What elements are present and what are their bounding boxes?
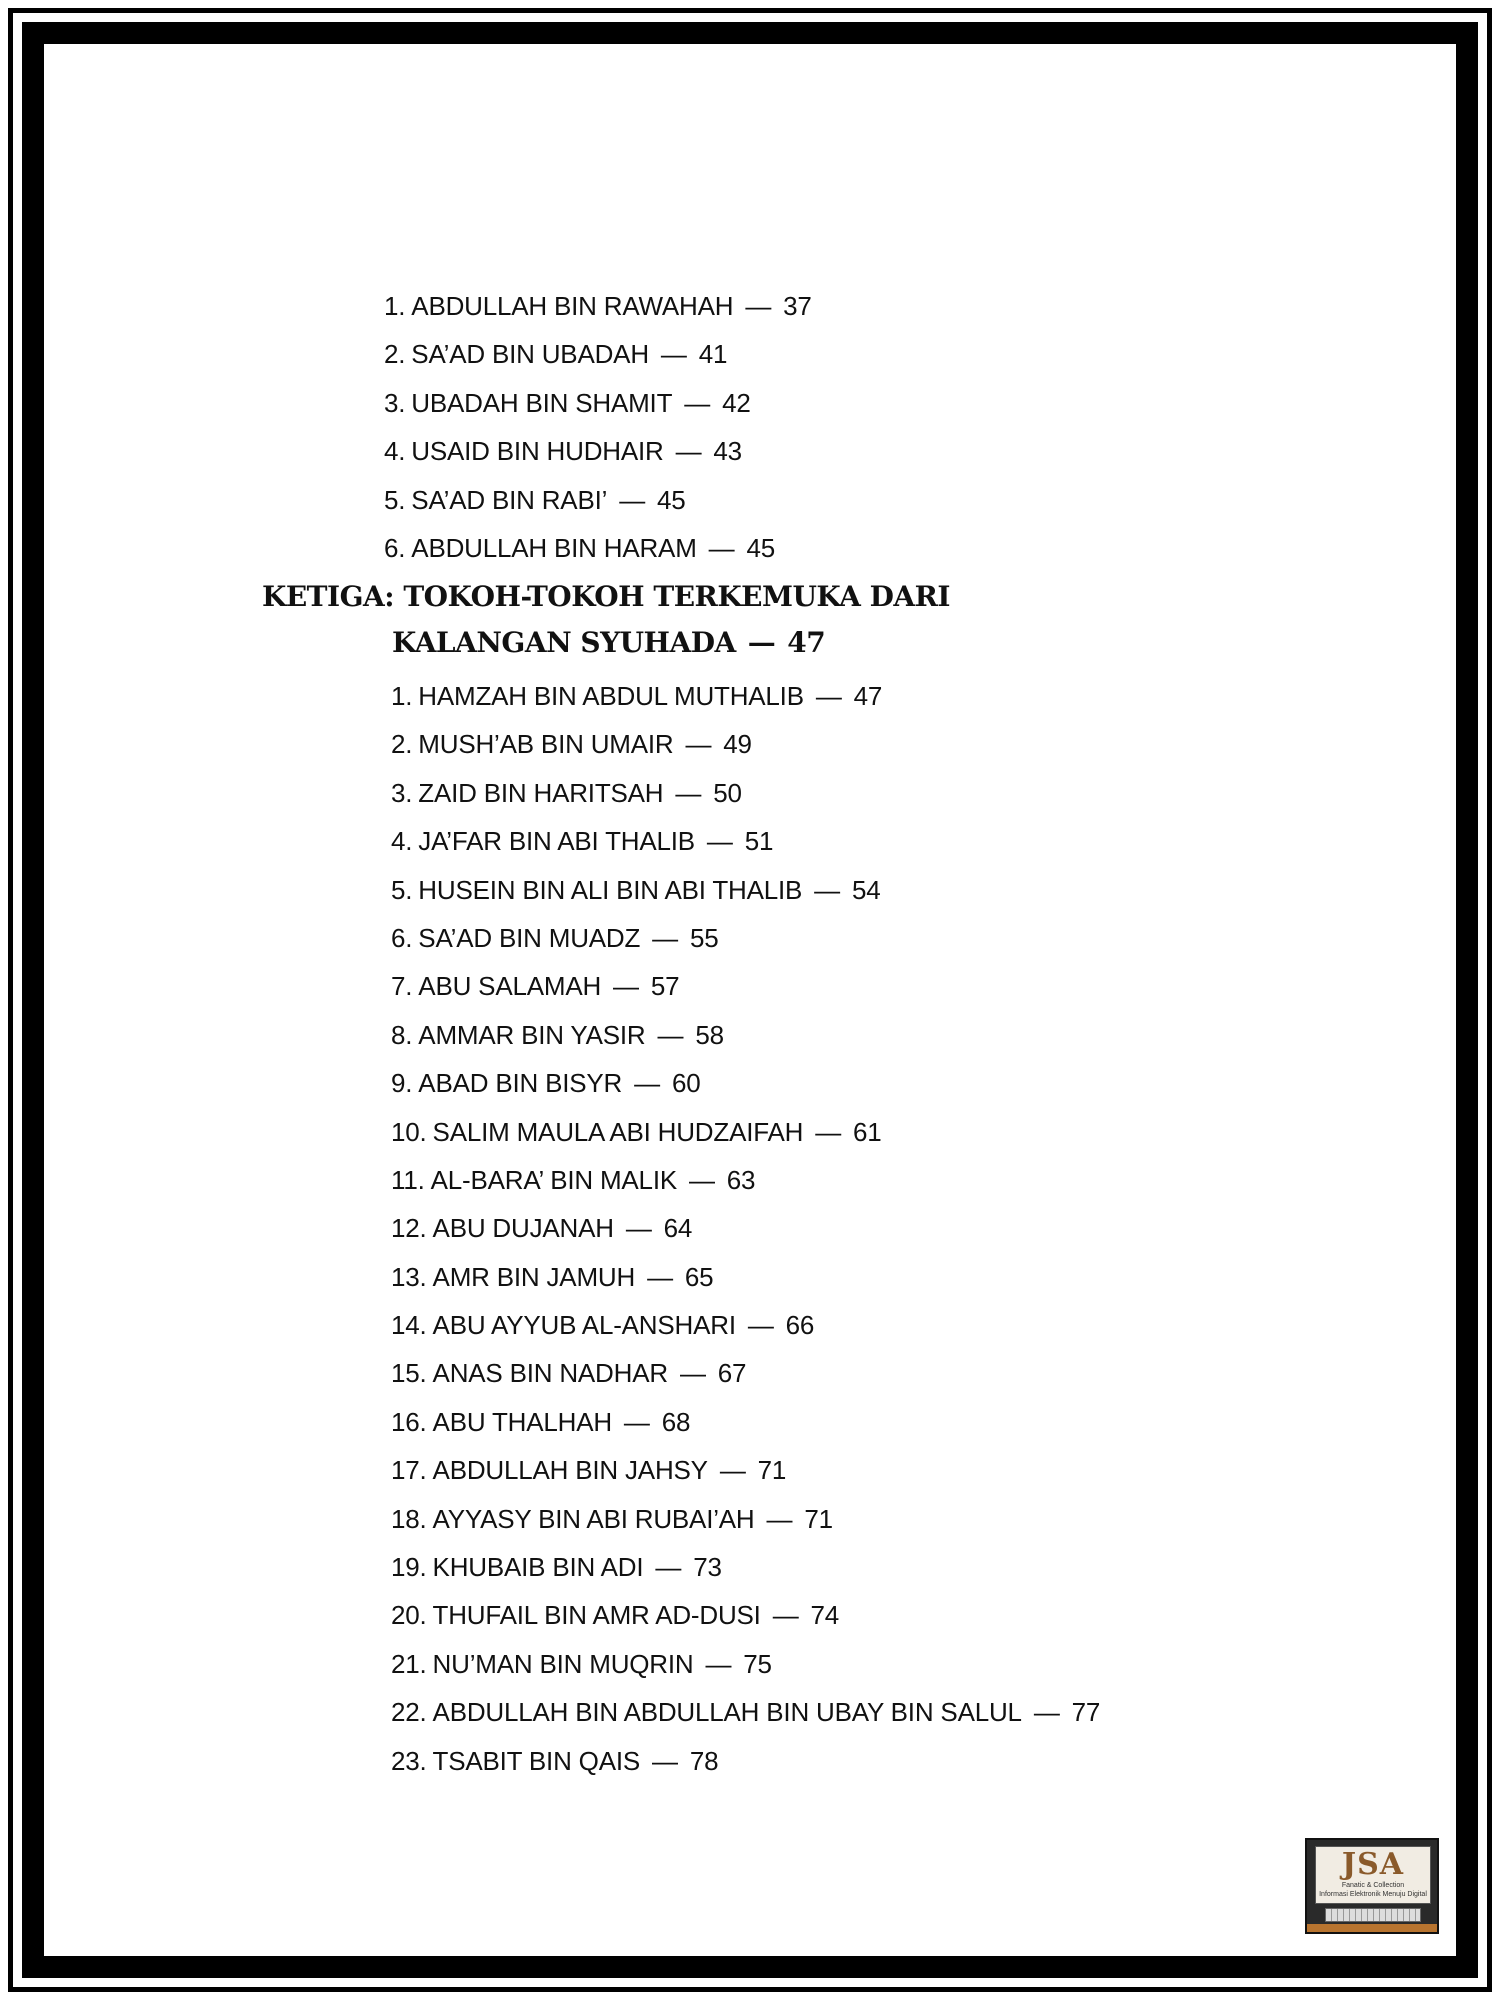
toc-entry-separator: —: [660, 339, 687, 370]
toc-entry-title: ABDULLAH BIN HARAM: [411, 532, 697, 563]
section-heading: [262, 574, 950, 666]
toc-entry: [391, 1059, 1100, 1107]
toc-entry-separator: —: [766, 1503, 793, 1534]
toc-entry: [391, 1108, 1100, 1156]
toc-entry: [391, 962, 1100, 1010]
toc-entry-title: ABDULLAH BIN ABDULLAH BIN UBAY BIN SALUL: [432, 1697, 1022, 1728]
toc-entry-separator: —: [688, 1164, 715, 1195]
toc-entry-number: 23.: [391, 1745, 427, 1776]
toc-list-anshar: [384, 282, 812, 572]
toc-entry: [384, 476, 812, 524]
toc-entry: [391, 1349, 1100, 1397]
toc-entry-title: ZAID BIN HARITSAH: [418, 777, 664, 808]
logo-brand: JSA: [1341, 1847, 1405, 1882]
logo-keyboard-icon: [1325, 1908, 1421, 1922]
toc-entry-title: HAMZAH BIN ABDUL MUTHALIB: [418, 681, 804, 711]
toc-entry-title: NU’MAN BIN MUQRIN: [432, 1648, 694, 1679]
section-page-number: 47: [787, 626, 826, 659]
toc-entry-page: 45: [657, 484, 686, 515]
toc-entry-page: 61: [853, 1116, 882, 1147]
toc-entry-separator: —: [815, 1116, 842, 1147]
toc-entry: [391, 1591, 1100, 1639]
toc-entry-page: 58: [695, 1019, 724, 1050]
toc-entry: [391, 866, 1100, 914]
toc-entry-number: 6.: [384, 532, 406, 563]
toc-entry: [391, 720, 1100, 768]
toc-entry-title: SALIM MAULA ABI HUDZAIFAH: [432, 1116, 804, 1147]
toc-entry-separator: —: [685, 729, 712, 760]
toc-entry-number: 17.: [391, 1455, 427, 1486]
toc-entry-page: 65: [684, 1261, 714, 1292]
logo-screen: [1315, 1846, 1431, 1904]
toc-entry: [391, 1495, 1100, 1543]
toc-entry-separator: —: [655, 1552, 682, 1583]
toc-entry-title: UBADAH BIN SHAMIT: [411, 387, 673, 418]
toc-entry-number: 1.: [391, 681, 413, 711]
toc-entry-number: 16.: [391, 1406, 427, 1437]
toc-entry: [391, 1543, 1100, 1591]
toc-entry-title: ABAD BIN BISYR: [418, 1068, 623, 1099]
toc-entry-title: TSABIT BIN QAIS: [432, 1745, 641, 1776]
toc-entry-page: 75: [743, 1648, 772, 1679]
toc-entry-number: 5.: [384, 484, 406, 515]
toc-entry-page: 63: [726, 1164, 756, 1195]
toc-entry-separator: —: [747, 1310, 774, 1341]
toc-entry: [384, 282, 812, 330]
toc-entry: [391, 1640, 1100, 1688]
toc-entry: [391, 1737, 1100, 1785]
toc-entry-page: 41: [698, 339, 728, 370]
toc-entry-page: 43: [713, 436, 742, 467]
toc-entry-page: 74: [810, 1600, 840, 1631]
toc-entry-page: 64: [663, 1213, 693, 1244]
jsa-logo: [1305, 1838, 1439, 1934]
toc-entry-number: 2.: [384, 339, 406, 370]
toc-entry-title: AMR BIN JAMUH: [432, 1261, 636, 1292]
toc-entry: [391, 1204, 1100, 1252]
toc-entry-page: 71: [804, 1503, 833, 1534]
logo-subline: Informasi Elektronik Menuju Digital: [1319, 1891, 1427, 1898]
toc-entry-number: 2.: [391, 729, 413, 760]
section-heading-line2: [262, 620, 950, 666]
toc-entry-title: SA’AD BIN UBADAH: [411, 339, 649, 370]
logo-desk: [1307, 1924, 1437, 1932]
toc-entry-number: 3.: [384, 387, 406, 418]
toc-entry-page: 66: [785, 1310, 815, 1341]
toc-entry: [384, 330, 812, 378]
toc-entry-number: 14.: [391, 1310, 427, 1341]
logo-tagline: Fanatic & Collection: [1341, 1882, 1405, 1889]
toc-entry-number: 6.: [391, 922, 413, 953]
toc-entry: [391, 1398, 1100, 1446]
toc-entry-page: 51: [744, 826, 774, 857]
toc-entry: [391, 914, 1100, 962]
toc-entry-title: SA’AD BIN MUADZ: [418, 922, 641, 953]
toc-entry-separator: —: [719, 1455, 746, 1486]
toc-entry-title: AL-BARA’ BIN MALIK: [430, 1164, 677, 1195]
toc-entry-number: 21.: [391, 1648, 427, 1679]
toc-entry-number: 22.: [391, 1697, 427, 1728]
toc-entry: [391, 672, 1100, 720]
toc-entry-separator: —: [679, 1358, 706, 1389]
section-separator: —: [747, 626, 776, 659]
toc-entry-separator: —: [684, 387, 711, 418]
toc-entry-separator: —: [647, 1261, 673, 1292]
toc-entry-title: KHUBAIB BIN ADI: [432, 1552, 644, 1583]
toc-entry-number: 1.: [384, 291, 406, 321]
toc-entry-separator: —: [675, 436, 702, 467]
toc-entry-number: 18.: [391, 1503, 427, 1534]
toc-entry-number: 4.: [384, 436, 406, 467]
toc-entry: [391, 769, 1100, 817]
toc-entry-separator: —: [772, 1600, 799, 1631]
toc-entry-separator: —: [613, 971, 639, 1002]
section-heading-line1: KETIGA: TOKOH-TOKOH TERKEMUKA DARI: [262, 580, 950, 613]
toc-entry-number: 8.: [391, 1019, 413, 1050]
toc-entry-page: 71: [757, 1455, 787, 1486]
toc-entry-title: ABU THALHAH: [432, 1406, 612, 1437]
toc-entry-number: 12.: [391, 1213, 427, 1244]
toc-entry-separator: —: [619, 484, 646, 515]
toc-entry-separator: —: [675, 777, 702, 808]
toc-entry-number: 7.: [391, 971, 413, 1002]
toc-entry-separator: —: [634, 1068, 660, 1099]
toc-entry-page: 55: [689, 922, 719, 953]
toc-entry-separator: —: [708, 532, 735, 563]
toc-entry-separator: —: [657, 1019, 684, 1050]
toc-entry-title: USAID BIN HUDHAIR: [411, 436, 664, 467]
toc-entry-title: ANAS BIN NADHAR: [432, 1358, 668, 1389]
toc-entry: [391, 1253, 1100, 1301]
toc-entry-page: 37: [783, 291, 812, 321]
toc-entry-page: 49: [723, 729, 752, 760]
toc-entry-separator: —: [625, 1213, 652, 1244]
toc-entry-number: 3.: [391, 777, 413, 808]
toc-entry-separator: —: [814, 874, 840, 905]
toc-entry-page: 47: [853, 681, 883, 711]
toc-entry-separator: —: [652, 922, 678, 953]
toc-entry: [391, 817, 1100, 865]
toc-entry-page: 78: [689, 1745, 719, 1776]
toc-entry-number: 10.: [391, 1116, 427, 1147]
toc-entry: [391, 1446, 1100, 1494]
toc-entry-title: JA’FAR BIN ABI THALIB: [418, 826, 695, 857]
toc-entry-number: 15.: [391, 1358, 427, 1389]
toc-entry: [391, 1688, 1100, 1736]
toc-entry: [391, 1301, 1100, 1349]
toc-entry-title: ABDULLAH BIN JAHSY: [432, 1455, 708, 1486]
toc-entry-title: HUSEIN BIN ALI BIN ABI THALIB: [418, 874, 803, 905]
toc-entry: [384, 379, 812, 427]
toc-entry-title: MUSH’AB BIN UMAIR: [418, 729, 674, 760]
section-heading-title: KALANGAN SYUHADA: [392, 626, 736, 659]
toc-entry-number: 19.: [391, 1552, 427, 1583]
toc-entry-page: 73: [693, 1552, 722, 1583]
toc-entry-page: 68: [661, 1406, 691, 1437]
toc-entry: [384, 524, 812, 572]
toc-entry-number: 4.: [391, 826, 413, 857]
toc-entry-page: 67: [717, 1358, 747, 1389]
toc-entry-number: 13.: [391, 1261, 427, 1292]
toc-entry-title: AMMAR BIN YASIR: [418, 1019, 646, 1050]
toc-entry-page: 45: [746, 532, 775, 563]
toc-entry-page: 54: [851, 874, 881, 905]
toc-entry-number: 9.: [391, 1068, 413, 1099]
toc-entry-page: 50: [713, 777, 742, 808]
toc-entry-title: THUFAIL BIN AMR AD-DUSI: [432, 1600, 761, 1631]
toc-entry: [391, 1156, 1100, 1204]
toc-entry-separator: —: [623, 1406, 650, 1437]
toc-entry-page: 77: [1071, 1697, 1101, 1728]
toc-entry-title: ABU SALAMAH: [418, 971, 602, 1002]
toc-entry-separator: —: [705, 1648, 732, 1679]
toc-entry: [384, 427, 812, 475]
toc-entry-number: 5.: [391, 874, 413, 905]
toc-entry-separator: —: [745, 291, 772, 321]
toc-entry-title: AYYASY BIN ABI RUBAI’AH: [432, 1503, 755, 1534]
toc-entry-separator: —: [706, 826, 733, 857]
toc-entry-title: ABU AYYUB AL-ANSHARI: [432, 1310, 736, 1341]
toc-entry-page: 57: [650, 971, 680, 1002]
toc-entry-title: SA’AD BIN RABI’: [411, 484, 608, 515]
toc-entry-number: 11.: [391, 1164, 425, 1195]
toc-entry-title: ABU DUJANAH: [432, 1213, 614, 1244]
toc-entry-separator: —: [815, 681, 842, 711]
toc-entry-page: 60: [671, 1068, 701, 1099]
toc-entry: [391, 1011, 1100, 1059]
toc-entry-number: 20.: [391, 1600, 427, 1631]
toc-list-syuhada: [391, 672, 1100, 1785]
toc-entry-title: ABDULLAH BIN RAWAHAH: [411, 291, 734, 321]
toc-entry-page: 42: [722, 387, 751, 418]
toc-entry-separator: —: [652, 1745, 678, 1776]
toc-entry-separator: —: [1033, 1697, 1060, 1728]
